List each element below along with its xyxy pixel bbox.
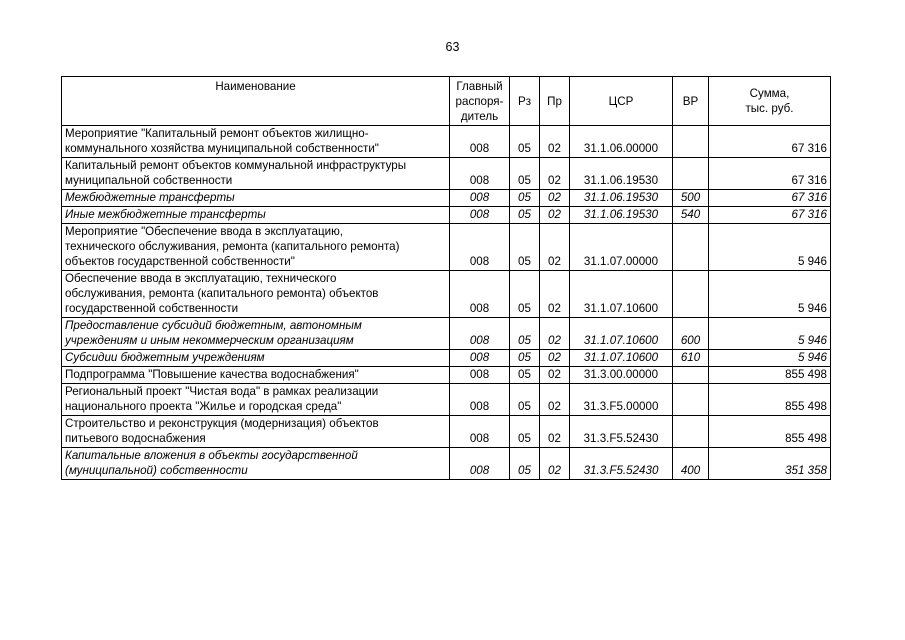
cell-name-line: Мероприятие "Капитальный ремонт объектов жилищно- xyxy=(65,127,369,140)
cell-name xyxy=(62,158,450,190)
cell-vr: 540 xyxy=(673,207,709,224)
cell-vr xyxy=(673,384,709,416)
header-sum-line: тыс. руб. xyxy=(745,102,794,115)
cell-name-line: Иные межбюджетные трансферты xyxy=(65,208,266,221)
cell-sum: 5 946 xyxy=(709,350,831,367)
cell-rz: 05 xyxy=(510,224,540,271)
cell-rz: 05 xyxy=(510,207,540,224)
header-vr: ВР xyxy=(673,77,709,126)
cell-name-line: Региональный проект "Чистая вода" в рамках реализации xyxy=(65,385,379,398)
table-row xyxy=(62,367,831,384)
budget-table xyxy=(61,76,831,480)
cell-name-line: технического обслуживания, ремонта (капитального ремонта) xyxy=(65,240,400,253)
cell-pr: 02 xyxy=(540,190,570,207)
page-number: 63 xyxy=(445,40,460,54)
header-sum-line: Сумма, xyxy=(749,87,790,100)
cell-rz: 05 xyxy=(510,271,540,318)
cell-manager: 008 xyxy=(450,416,510,448)
cell-manager: 008 xyxy=(450,190,510,207)
table-header-row xyxy=(62,77,831,126)
header-pr: Пр xyxy=(540,77,570,126)
cell-name xyxy=(62,190,450,207)
header-csr: ЦСР xyxy=(570,77,673,126)
cell-manager: 008 xyxy=(450,448,510,480)
cell-name-line: государственной собственности xyxy=(65,302,239,315)
cell-sum: 855 498 xyxy=(709,384,831,416)
header-manager xyxy=(450,77,510,126)
cell-csr: 31.1.07.10600 xyxy=(570,318,673,350)
cell-name xyxy=(62,416,450,448)
table-row xyxy=(62,158,831,190)
cell-vr: 500 xyxy=(673,190,709,207)
cell-rz: 05 xyxy=(510,350,540,367)
cell-rz: 05 xyxy=(510,126,540,158)
cell-vr xyxy=(673,367,709,384)
cell-vr xyxy=(673,224,709,271)
table-body xyxy=(62,126,831,480)
cell-sum: 5 946 xyxy=(709,271,831,318)
header-manager-line: дитель xyxy=(460,110,499,123)
cell-name-line: коммунального хозяйства муниципальной собственности" xyxy=(65,142,379,155)
cell-name-line: Мероприятие "Обеспечение ввода в эксплуатацию, xyxy=(65,225,344,238)
cell-name-line: муниципальной собственности xyxy=(65,174,233,187)
cell-pr: 02 xyxy=(540,126,570,158)
cell-name-line: национального проекта "Жилье и городская среда" xyxy=(65,400,342,413)
cell-name xyxy=(62,271,450,318)
table-row xyxy=(62,271,831,318)
cell-name-line: Межбюджетные трансферты xyxy=(65,191,235,204)
cell-vr xyxy=(673,158,709,190)
cell-name xyxy=(62,224,450,271)
cell-manager: 008 xyxy=(450,384,510,416)
cell-sum: 351 358 xyxy=(709,448,831,480)
header-rz: Рз xyxy=(510,77,540,126)
cell-vr xyxy=(673,416,709,448)
cell-sum: 855 498 xyxy=(709,367,831,384)
cell-name-line: Строительство и реконструкция (модернизация) объектов xyxy=(65,417,379,430)
cell-pr: 02 xyxy=(540,367,570,384)
cell-name-line: Капитальные вложения в объекты государственной xyxy=(65,449,358,462)
cell-name xyxy=(62,367,450,384)
cell-vr: 610 xyxy=(673,350,709,367)
table-row xyxy=(62,350,831,367)
cell-vr xyxy=(673,271,709,318)
cell-name xyxy=(62,384,450,416)
cell-name-line: Подпрограмма "Повышение качества водоснабжения" xyxy=(65,368,359,381)
cell-csr: 31.3.F5.52430 xyxy=(570,416,673,448)
cell-rz: 05 xyxy=(510,384,540,416)
cell-name-line: обслуживания, ремонта (капитального ремонта) объектов xyxy=(65,287,379,300)
cell-csr: 31.1.07.10600 xyxy=(570,350,673,367)
cell-name-line: питьевого водоснабжения xyxy=(65,432,206,445)
header-manager-line: Главный xyxy=(456,80,503,93)
cell-name xyxy=(62,448,450,480)
table-row xyxy=(62,448,831,480)
cell-pr: 02 xyxy=(540,350,570,367)
cell-manager: 008 xyxy=(450,271,510,318)
cell-name xyxy=(62,207,450,224)
cell-pr: 02 xyxy=(540,384,570,416)
cell-csr: 31.3.F5.00000 xyxy=(570,384,673,416)
table-row xyxy=(62,384,831,416)
cell-name-line: Обеспечение ввода в эксплуатацию, технического xyxy=(65,272,337,285)
table-row xyxy=(62,126,831,158)
header-name: Наименование xyxy=(62,77,450,126)
cell-name-line: Предоставление субсидий бюджетным, автономным xyxy=(65,319,362,332)
cell-pr: 02 xyxy=(540,158,570,190)
cell-sum: 5 946 xyxy=(709,224,831,271)
cell-name-line: Субсидии бюджетным учреждениям xyxy=(65,351,265,364)
table-row xyxy=(62,207,831,224)
cell-name xyxy=(62,350,450,367)
cell-name xyxy=(62,318,450,350)
cell-rz: 05 xyxy=(510,416,540,448)
cell-name-line: Капитальный ремонт объектов коммунальной инфраструктуры xyxy=(65,159,407,172)
header-manager-line: распоря- xyxy=(455,95,504,108)
cell-rz: 05 xyxy=(510,318,540,350)
cell-rz: 05 xyxy=(510,158,540,190)
cell-sum: 67 316 xyxy=(709,158,831,190)
table-row xyxy=(62,190,831,207)
cell-sum: 855 498 xyxy=(709,416,831,448)
cell-sum: 67 316 xyxy=(709,207,831,224)
cell-sum: 67 316 xyxy=(709,126,831,158)
cell-manager: 008 xyxy=(450,367,510,384)
cell-pr: 02 xyxy=(540,224,570,271)
cell-csr: 31.1.07.00000 xyxy=(570,224,673,271)
cell-pr: 02 xyxy=(540,448,570,480)
header-sum xyxy=(709,77,831,126)
cell-manager: 008 xyxy=(450,350,510,367)
cell-name-line: объектов государственной собственности" xyxy=(65,255,295,268)
cell-manager: 008 xyxy=(450,126,510,158)
cell-vr: 400 xyxy=(673,448,709,480)
cell-pr: 02 xyxy=(540,207,570,224)
cell-rz: 05 xyxy=(510,190,540,207)
cell-name xyxy=(62,126,450,158)
cell-sum: 5 946 xyxy=(709,318,831,350)
table-row xyxy=(62,416,831,448)
cell-manager: 008 xyxy=(450,224,510,271)
cell-rz: 05 xyxy=(510,367,540,384)
cell-vr: 600 xyxy=(673,318,709,350)
cell-csr: 31.1.06.00000 xyxy=(570,126,673,158)
cell-name-line: учреждениям и иным некоммерческим организациям xyxy=(65,334,354,347)
table-row xyxy=(62,224,831,271)
cell-pr: 02 xyxy=(540,271,570,318)
cell-csr: 31.3.F5.52430 xyxy=(570,448,673,480)
cell-csr: 31.3.00.00000 xyxy=(570,367,673,384)
cell-sum: 67 316 xyxy=(709,190,831,207)
cell-manager: 008 xyxy=(450,207,510,224)
cell-csr: 31.1.06.19530 xyxy=(570,190,673,207)
table-row xyxy=(62,318,831,350)
cell-pr: 02 xyxy=(540,416,570,448)
cell-name-line: (муниципальной) собственности xyxy=(65,464,248,477)
cell-csr: 31.1.06.19530 xyxy=(570,207,673,224)
cell-vr xyxy=(673,126,709,158)
cell-rz: 05 xyxy=(510,448,540,480)
cell-csr: 31.1.07.10600 xyxy=(570,271,673,318)
cell-pr: 02 xyxy=(540,318,570,350)
cell-csr: 31.1.06.19530 xyxy=(570,158,673,190)
cell-manager: 008 xyxy=(450,318,510,350)
cell-manager: 008 xyxy=(450,158,510,190)
